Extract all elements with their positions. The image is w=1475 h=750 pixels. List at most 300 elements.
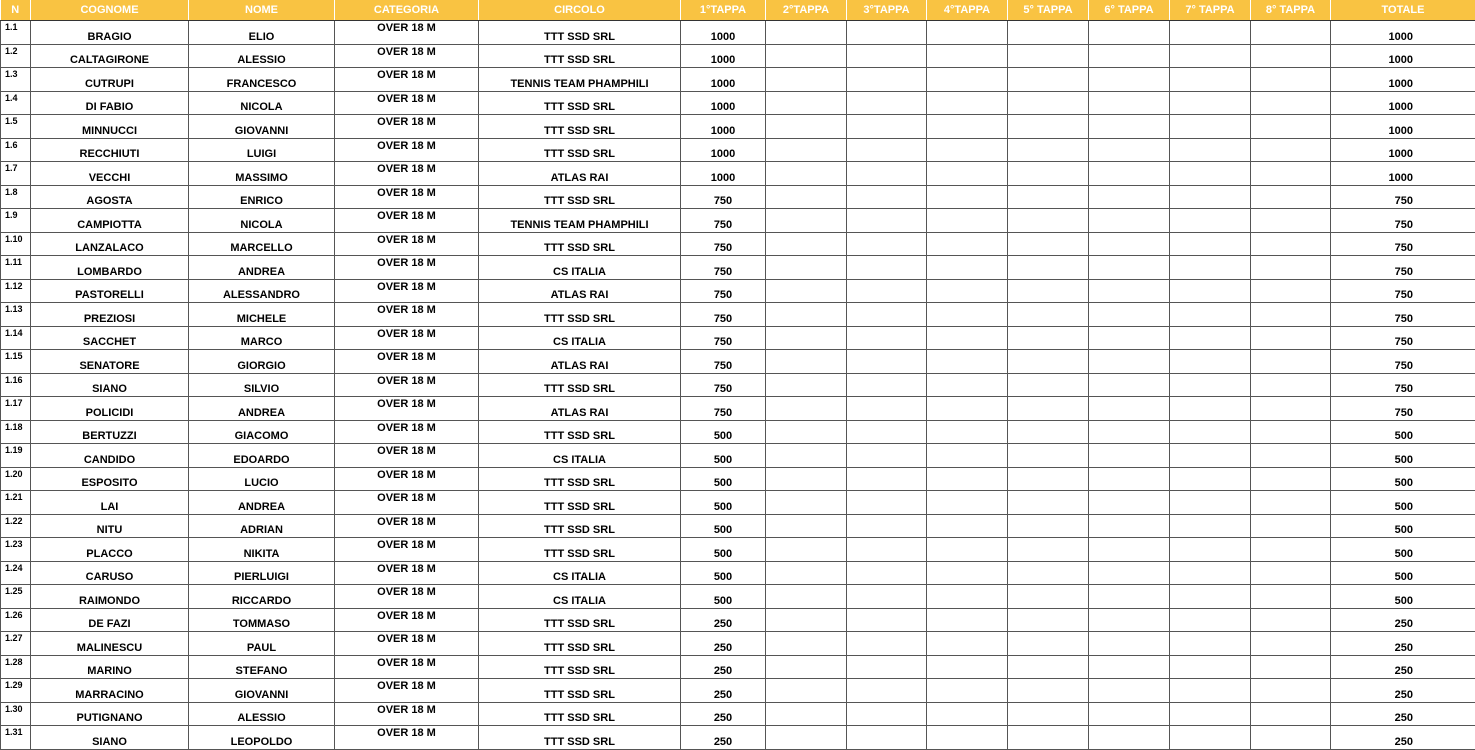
- cell-categoria[interactable]: [335, 91, 479, 115]
- cell-tappa-2[interactable]: [766, 726, 847, 750]
- cell-cognome[interactable]: [31, 209, 189, 233]
- cell-tappa-5[interactable]: [1008, 655, 1089, 679]
- cell-tappa-3[interactable]: [847, 561, 927, 585]
- cell-tappa-5[interactable]: [1008, 21, 1089, 45]
- cell-tappa-6[interactable]: [1089, 444, 1170, 468]
- cell-n[interactable]: [1, 21, 31, 45]
- cell-nome[interactable]: [189, 632, 335, 656]
- cell-totale[interactable]: [1331, 561, 1475, 585]
- cell-tappa-3[interactable]: [847, 514, 927, 538]
- cell-tappa-3[interactable]: [847, 185, 927, 209]
- header-tappa-4[interactable]: 4°TAPPA: [927, 0, 1008, 21]
- cell-tappa-8[interactable]: [1251, 256, 1331, 280]
- cell-tappa-2[interactable]: [766, 373, 847, 397]
- cell-nome[interactable]: [189, 420, 335, 444]
- cell-circolo[interactable]: [479, 185, 681, 209]
- cell-tappa-7[interactable]: [1170, 185, 1251, 209]
- cell-tappa-4[interactable]: [927, 538, 1008, 562]
- cell-n[interactable]: [1, 514, 31, 538]
- cell-cognome[interactable]: [31, 726, 189, 750]
- cell-n[interactable]: [1, 397, 31, 421]
- cell-circolo[interactable]: [479, 303, 681, 327]
- cell-tappa-1[interactable]: [681, 373, 766, 397]
- cell-circolo[interactable]: [479, 232, 681, 256]
- cell-tappa-4[interactable]: [927, 726, 1008, 750]
- cell-nome[interactable]: [189, 726, 335, 750]
- cell-tappa-1[interactable]: [681, 632, 766, 656]
- header-tappa-8[interactable]: 8° TAPPA: [1251, 0, 1331, 21]
- cell-tappa-7[interactable]: [1170, 655, 1251, 679]
- cell-tappa-1[interactable]: [681, 209, 766, 233]
- cell-categoria[interactable]: [335, 21, 479, 45]
- cell-n[interactable]: [1, 491, 31, 515]
- cell-n[interactable]: [1, 350, 31, 374]
- cell-tappa-4[interactable]: [927, 68, 1008, 92]
- cell-tappa-5[interactable]: [1008, 679, 1089, 703]
- cell-tappa-8[interactable]: [1251, 397, 1331, 421]
- cell-totale[interactable]: [1331, 162, 1475, 186]
- cell-totale[interactable]: [1331, 138, 1475, 162]
- cell-tappa-3[interactable]: [847, 726, 927, 750]
- cell-tappa-7[interactable]: [1170, 397, 1251, 421]
- cell-tappa-1[interactable]: [681, 91, 766, 115]
- cell-circolo[interactable]: [479, 162, 681, 186]
- cell-tappa-8[interactable]: [1251, 561, 1331, 585]
- cell-nome[interactable]: [189, 185, 335, 209]
- cell-tappa-5[interactable]: [1008, 185, 1089, 209]
- cell-n[interactable]: [1, 232, 31, 256]
- cell-tappa-7[interactable]: [1170, 679, 1251, 703]
- cell-cognome[interactable]: [31, 373, 189, 397]
- cell-tappa-1[interactable]: [681, 162, 766, 186]
- cell-n[interactable]: [1, 467, 31, 491]
- cell-tappa-6[interactable]: [1089, 185, 1170, 209]
- cell-tappa-8[interactable]: [1251, 373, 1331, 397]
- cell-tappa-2[interactable]: [766, 91, 847, 115]
- cell-n[interactable]: [1, 209, 31, 233]
- cell-tappa-7[interactable]: [1170, 420, 1251, 444]
- cell-categoria[interactable]: [335, 350, 479, 374]
- cell-tappa-4[interactable]: [927, 444, 1008, 468]
- cell-categoria[interactable]: [335, 44, 479, 68]
- cell-tappa-3[interactable]: [847, 232, 927, 256]
- cell-cognome[interactable]: [31, 115, 189, 139]
- cell-tappa-4[interactable]: [927, 585, 1008, 609]
- cell-tappa-1[interactable]: [681, 561, 766, 585]
- cell-tappa-4[interactable]: [927, 162, 1008, 186]
- cell-tappa-1[interactable]: [681, 44, 766, 68]
- cell-tappa-2[interactable]: [766, 68, 847, 92]
- cell-n[interactable]: [1, 373, 31, 397]
- cell-cognome[interactable]: [31, 256, 189, 280]
- cell-circolo[interactable]: [479, 68, 681, 92]
- cell-cognome[interactable]: [31, 185, 189, 209]
- cell-tappa-6[interactable]: [1089, 138, 1170, 162]
- cell-nome[interactable]: [189, 303, 335, 327]
- cell-tappa-5[interactable]: [1008, 397, 1089, 421]
- header-tappa-7[interactable]: 7° TAPPA: [1170, 0, 1251, 21]
- cell-cognome[interactable]: [31, 303, 189, 327]
- cell-tappa-8[interactable]: [1251, 655, 1331, 679]
- cell-tappa-5[interactable]: [1008, 561, 1089, 585]
- cell-cognome[interactable]: [31, 232, 189, 256]
- cell-circolo[interactable]: [479, 326, 681, 350]
- cell-n[interactable]: [1, 303, 31, 327]
- cell-cognome[interactable]: [31, 397, 189, 421]
- cell-tappa-7[interactable]: [1170, 726, 1251, 750]
- cell-tappa-7[interactable]: [1170, 68, 1251, 92]
- cell-tappa-7[interactable]: [1170, 303, 1251, 327]
- cell-categoria[interactable]: [335, 467, 479, 491]
- cell-tappa-5[interactable]: [1008, 608, 1089, 632]
- cell-categoria[interactable]: [335, 561, 479, 585]
- cell-tappa-3[interactable]: [847, 68, 927, 92]
- cell-n[interactable]: [1, 420, 31, 444]
- cell-tappa-2[interactable]: [766, 420, 847, 444]
- cell-tappa-6[interactable]: [1089, 420, 1170, 444]
- cell-tappa-4[interactable]: [927, 138, 1008, 162]
- cell-cognome[interactable]: [31, 162, 189, 186]
- cell-tappa-1[interactable]: [681, 491, 766, 515]
- cell-tappa-1[interactable]: [681, 655, 766, 679]
- cell-tappa-6[interactable]: [1089, 561, 1170, 585]
- cell-circolo[interactable]: [479, 585, 681, 609]
- cell-categoria[interactable]: [335, 444, 479, 468]
- cell-tappa-5[interactable]: [1008, 138, 1089, 162]
- cell-tappa-8[interactable]: [1251, 726, 1331, 750]
- cell-nome[interactable]: [189, 279, 335, 303]
- cell-totale[interactable]: [1331, 632, 1475, 656]
- cell-tappa-3[interactable]: [847, 444, 927, 468]
- cell-tappa-6[interactable]: [1089, 491, 1170, 515]
- cell-tappa-1[interactable]: [681, 350, 766, 374]
- cell-totale[interactable]: [1331, 373, 1475, 397]
- header-circolo[interactable]: CIRCOLO: [479, 0, 681, 21]
- cell-categoria[interactable]: [335, 185, 479, 209]
- cell-tappa-8[interactable]: [1251, 68, 1331, 92]
- cell-tappa-4[interactable]: [927, 491, 1008, 515]
- cell-tappa-8[interactable]: [1251, 420, 1331, 444]
- cell-nome[interactable]: [189, 162, 335, 186]
- header-cognome[interactable]: COGNOME: [31, 0, 189, 21]
- cell-tappa-4[interactable]: [927, 185, 1008, 209]
- cell-cognome[interactable]: [31, 632, 189, 656]
- cell-tappa-1[interactable]: [681, 397, 766, 421]
- cell-tappa-8[interactable]: [1251, 303, 1331, 327]
- cell-tappa-6[interactable]: [1089, 514, 1170, 538]
- cell-tappa-2[interactable]: [766, 514, 847, 538]
- header-nome[interactable]: NOME: [189, 0, 335, 21]
- cell-tappa-7[interactable]: [1170, 279, 1251, 303]
- cell-cognome[interactable]: [31, 514, 189, 538]
- cell-tappa-3[interactable]: [847, 303, 927, 327]
- cell-tappa-1[interactable]: [681, 232, 766, 256]
- cell-cognome[interactable]: [31, 138, 189, 162]
- cell-n[interactable]: [1, 679, 31, 703]
- cell-totale[interactable]: [1331, 209, 1475, 233]
- cell-n[interactable]: [1, 444, 31, 468]
- cell-tappa-6[interactable]: [1089, 702, 1170, 726]
- cell-tappa-8[interactable]: [1251, 162, 1331, 186]
- cell-tappa-4[interactable]: [927, 702, 1008, 726]
- cell-nome[interactable]: [189, 585, 335, 609]
- cell-nome[interactable]: [189, 68, 335, 92]
- cell-circolo[interactable]: [479, 655, 681, 679]
- cell-tappa-3[interactable]: [847, 585, 927, 609]
- cell-tappa-8[interactable]: [1251, 21, 1331, 45]
- cell-nome[interactable]: [189, 138, 335, 162]
- cell-tappa-4[interactable]: [927, 256, 1008, 280]
- cell-tappa-2[interactable]: [766, 21, 847, 45]
- cell-tappa-1[interactable]: [681, 138, 766, 162]
- cell-totale[interactable]: [1331, 279, 1475, 303]
- cell-tappa-4[interactable]: [927, 561, 1008, 585]
- cell-n[interactable]: [1, 655, 31, 679]
- cell-cognome[interactable]: [31, 326, 189, 350]
- cell-tappa-1[interactable]: [681, 608, 766, 632]
- cell-categoria[interactable]: [335, 420, 479, 444]
- cell-tappa-5[interactable]: [1008, 209, 1089, 233]
- cell-totale[interactable]: [1331, 726, 1475, 750]
- cell-tappa-8[interactable]: [1251, 608, 1331, 632]
- cell-totale[interactable]: [1331, 655, 1475, 679]
- cell-tappa-6[interactable]: [1089, 726, 1170, 750]
- cell-tappa-5[interactable]: [1008, 350, 1089, 374]
- cell-circolo[interactable]: [479, 256, 681, 280]
- cell-tappa-7[interactable]: [1170, 467, 1251, 491]
- cell-tappa-4[interactable]: [927, 514, 1008, 538]
- cell-tappa-5[interactable]: [1008, 726, 1089, 750]
- cell-tappa-1[interactable]: [681, 21, 766, 45]
- cell-tappa-7[interactable]: [1170, 115, 1251, 139]
- cell-circolo[interactable]: [479, 44, 681, 68]
- header-tappa-1[interactable]: 1°TAPPA: [681, 0, 766, 21]
- cell-categoria[interactable]: [335, 279, 479, 303]
- cell-tappa-7[interactable]: [1170, 209, 1251, 233]
- cell-tappa-4[interactable]: [927, 350, 1008, 374]
- cell-tappa-1[interactable]: [681, 702, 766, 726]
- cell-tappa-2[interactable]: [766, 608, 847, 632]
- cell-tappa-4[interactable]: [927, 655, 1008, 679]
- cell-tappa-8[interactable]: [1251, 209, 1331, 233]
- cell-tappa-2[interactable]: [766, 561, 847, 585]
- cell-tappa-7[interactable]: [1170, 561, 1251, 585]
- cell-tappa-2[interactable]: [766, 232, 847, 256]
- cell-cognome[interactable]: [31, 350, 189, 374]
- cell-nome[interactable]: [189, 115, 335, 139]
- cell-tappa-8[interactable]: [1251, 185, 1331, 209]
- cell-n[interactable]: [1, 561, 31, 585]
- cell-tappa-6[interactable]: [1089, 44, 1170, 68]
- cell-tappa-5[interactable]: [1008, 491, 1089, 515]
- cell-tappa-7[interactable]: [1170, 444, 1251, 468]
- cell-tappa-3[interactable]: [847, 138, 927, 162]
- cell-tappa-8[interactable]: [1251, 279, 1331, 303]
- cell-cognome[interactable]: [31, 585, 189, 609]
- cell-tappa-6[interactable]: [1089, 115, 1170, 139]
- cell-tappa-5[interactable]: [1008, 44, 1089, 68]
- cell-nome[interactable]: [189, 561, 335, 585]
- cell-categoria[interactable]: [335, 655, 479, 679]
- cell-circolo[interactable]: [479, 373, 681, 397]
- cell-tappa-4[interactable]: [927, 373, 1008, 397]
- cell-nome[interactable]: [189, 209, 335, 233]
- cell-circolo[interactable]: [479, 397, 681, 421]
- cell-n[interactable]: [1, 279, 31, 303]
- cell-nome[interactable]: [189, 655, 335, 679]
- cell-nome[interactable]: [189, 514, 335, 538]
- cell-tappa-2[interactable]: [766, 303, 847, 327]
- cell-totale[interactable]: [1331, 44, 1475, 68]
- cell-tappa-4[interactable]: [927, 303, 1008, 327]
- cell-tappa-2[interactable]: [766, 44, 847, 68]
- cell-tappa-3[interactable]: [847, 256, 927, 280]
- cell-tappa-8[interactable]: [1251, 467, 1331, 491]
- cell-n[interactable]: [1, 256, 31, 280]
- cell-tappa-5[interactable]: [1008, 326, 1089, 350]
- cell-tappa-5[interactable]: [1008, 538, 1089, 562]
- cell-nome[interactable]: [189, 350, 335, 374]
- cell-tappa-2[interactable]: [766, 162, 847, 186]
- cell-tappa-8[interactable]: [1251, 91, 1331, 115]
- cell-circolo[interactable]: [479, 561, 681, 585]
- cell-tappa-2[interactable]: [766, 115, 847, 139]
- cell-tappa-4[interactable]: [927, 679, 1008, 703]
- cell-totale[interactable]: [1331, 702, 1475, 726]
- cell-cognome[interactable]: [31, 561, 189, 585]
- cell-cognome[interactable]: [31, 91, 189, 115]
- cell-circolo[interactable]: [479, 608, 681, 632]
- cell-tappa-5[interactable]: [1008, 373, 1089, 397]
- cell-tappa-1[interactable]: [681, 538, 766, 562]
- cell-tappa-5[interactable]: [1008, 444, 1089, 468]
- cell-tappa-1[interactable]: [681, 115, 766, 139]
- cell-tappa-4[interactable]: [927, 21, 1008, 45]
- cell-tappa-7[interactable]: [1170, 326, 1251, 350]
- cell-tappa-5[interactable]: [1008, 702, 1089, 726]
- cell-nome[interactable]: [189, 444, 335, 468]
- cell-nome[interactable]: [189, 256, 335, 280]
- cell-tappa-3[interactable]: [847, 115, 927, 139]
- cell-tappa-3[interactable]: [847, 491, 927, 515]
- cell-tappa-8[interactable]: [1251, 538, 1331, 562]
- cell-n[interactable]: [1, 608, 31, 632]
- cell-tappa-7[interactable]: [1170, 538, 1251, 562]
- cell-tappa-8[interactable]: [1251, 350, 1331, 374]
- cell-categoria[interactable]: [335, 256, 479, 280]
- cell-tappa-5[interactable]: [1008, 467, 1089, 491]
- cell-tappa-8[interactable]: [1251, 326, 1331, 350]
- cell-totale[interactable]: [1331, 444, 1475, 468]
- cell-tappa-5[interactable]: [1008, 420, 1089, 444]
- cell-tappa-6[interactable]: [1089, 397, 1170, 421]
- cell-tappa-8[interactable]: [1251, 514, 1331, 538]
- cell-n[interactable]: [1, 702, 31, 726]
- cell-tappa-2[interactable]: [766, 679, 847, 703]
- cell-circolo[interactable]: [479, 514, 681, 538]
- cell-circolo[interactable]: [479, 209, 681, 233]
- cell-categoria[interactable]: [335, 679, 479, 703]
- cell-cognome[interactable]: [31, 467, 189, 491]
- cell-tappa-7[interactable]: [1170, 138, 1251, 162]
- cell-totale[interactable]: [1331, 420, 1475, 444]
- cell-tappa-1[interactable]: [681, 185, 766, 209]
- header-tappa-6[interactable]: 6° TAPPA: [1089, 0, 1170, 21]
- cell-tappa-4[interactable]: [927, 632, 1008, 656]
- header-tappa-3[interactable]: 3°TAPPA: [847, 0, 927, 21]
- cell-tappa-1[interactable]: [681, 444, 766, 468]
- cell-tappa-1[interactable]: [681, 679, 766, 703]
- cell-cognome[interactable]: [31, 702, 189, 726]
- cell-tappa-5[interactable]: [1008, 585, 1089, 609]
- cell-tappa-7[interactable]: [1170, 350, 1251, 374]
- cell-tappa-1[interactable]: [681, 514, 766, 538]
- cell-tappa-5[interactable]: [1008, 514, 1089, 538]
- cell-nome[interactable]: [189, 21, 335, 45]
- cell-tappa-1[interactable]: [681, 68, 766, 92]
- cell-tappa-5[interactable]: [1008, 91, 1089, 115]
- cell-tappa-8[interactable]: [1251, 632, 1331, 656]
- cell-categoria[interactable]: [335, 138, 479, 162]
- cell-tappa-4[interactable]: [927, 209, 1008, 233]
- cell-tappa-3[interactable]: [847, 655, 927, 679]
- cell-nome[interactable]: [189, 91, 335, 115]
- cell-circolo[interactable]: [479, 702, 681, 726]
- cell-nome[interactable]: [189, 538, 335, 562]
- cell-tappa-3[interactable]: [847, 608, 927, 632]
- cell-tappa-2[interactable]: [766, 185, 847, 209]
- cell-categoria[interactable]: [335, 585, 479, 609]
- cell-tappa-8[interactable]: [1251, 585, 1331, 609]
- cell-tappa-6[interactable]: [1089, 303, 1170, 327]
- cell-categoria[interactable]: [335, 373, 479, 397]
- cell-tappa-7[interactable]: [1170, 585, 1251, 609]
- cell-totale[interactable]: [1331, 232, 1475, 256]
- cell-totale[interactable]: [1331, 491, 1475, 515]
- cell-tappa-4[interactable]: [927, 44, 1008, 68]
- cell-tappa-6[interactable]: [1089, 279, 1170, 303]
- cell-tappa-2[interactable]: [766, 538, 847, 562]
- cell-tappa-3[interactable]: [847, 162, 927, 186]
- cell-tappa-7[interactable]: [1170, 21, 1251, 45]
- cell-tappa-3[interactable]: [847, 679, 927, 703]
- cell-tappa-4[interactable]: [927, 232, 1008, 256]
- cell-nome[interactable]: [189, 679, 335, 703]
- cell-cognome[interactable]: [31, 444, 189, 468]
- cell-cognome[interactable]: [31, 279, 189, 303]
- cell-n[interactable]: [1, 538, 31, 562]
- cell-tappa-3[interactable]: [847, 44, 927, 68]
- cell-tappa-3[interactable]: [847, 91, 927, 115]
- cell-tappa-5[interactable]: [1008, 232, 1089, 256]
- cell-n[interactable]: [1, 91, 31, 115]
- cell-categoria[interactable]: [335, 209, 479, 233]
- cell-tappa-5[interactable]: [1008, 256, 1089, 280]
- cell-tappa-4[interactable]: [927, 397, 1008, 421]
- cell-totale[interactable]: [1331, 256, 1475, 280]
- cell-tappa-6[interactable]: [1089, 608, 1170, 632]
- cell-n[interactable]: [1, 138, 31, 162]
- cell-circolo[interactable]: [479, 491, 681, 515]
- cell-tappa-5[interactable]: [1008, 115, 1089, 139]
- cell-totale[interactable]: [1331, 21, 1475, 45]
- header-n[interactable]: N: [1, 0, 31, 21]
- cell-tappa-6[interactable]: [1089, 68, 1170, 92]
- cell-tappa-6[interactable]: [1089, 209, 1170, 233]
- cell-tappa-8[interactable]: [1251, 491, 1331, 515]
- cell-cognome[interactable]: [31, 655, 189, 679]
- cell-categoria[interactable]: [335, 232, 479, 256]
